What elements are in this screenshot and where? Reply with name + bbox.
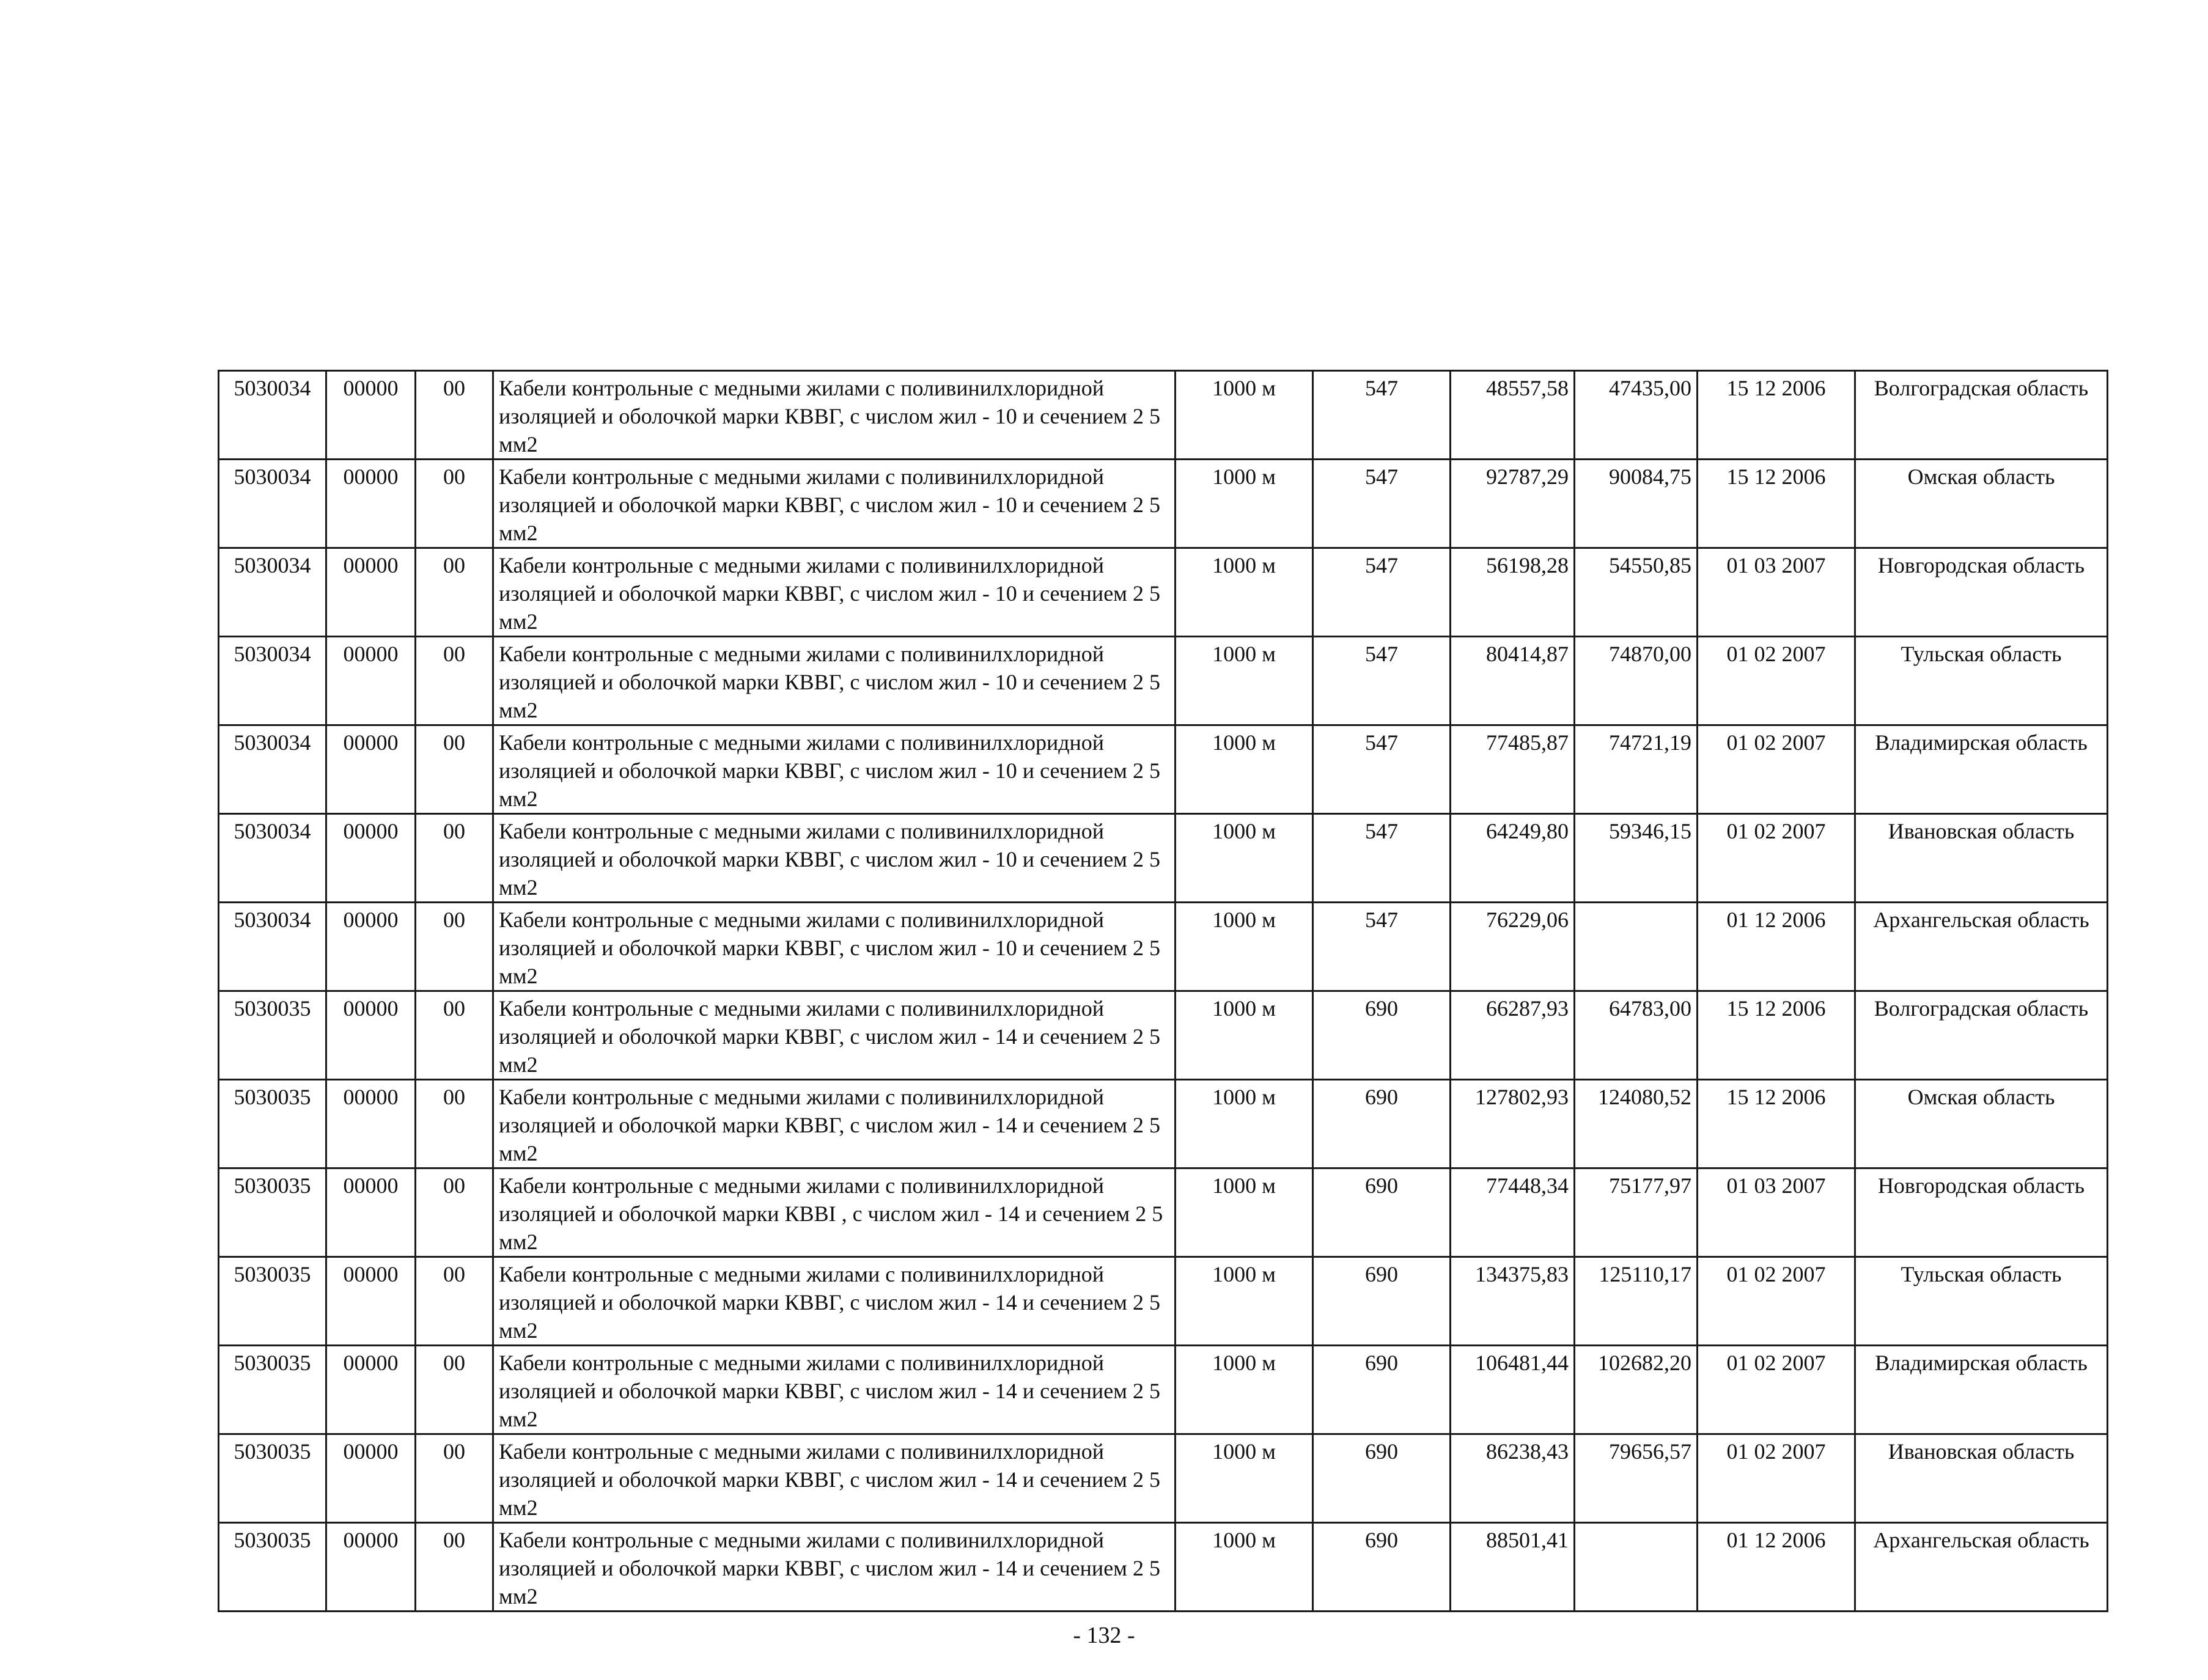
extension-code-cell: 00 xyxy=(416,903,493,991)
price-cell: 76229,06 xyxy=(1451,903,1575,991)
product-code-cell: 5030035 xyxy=(219,1523,326,1612)
table-row xyxy=(219,1346,2108,1434)
table-row xyxy=(219,903,2108,991)
price-cell: 88501,41 xyxy=(1451,1523,1575,1612)
date-cell: 15 12 2006 xyxy=(1698,991,1855,1080)
product-code-cell: 5030034 xyxy=(219,814,326,903)
extension-code-cell: 00 xyxy=(416,1168,493,1257)
product-code-cell: 5030035 xyxy=(219,1346,326,1434)
price-cell-secondary: 124080,52 xyxy=(1575,1080,1698,1168)
price-cell-secondary xyxy=(1575,1523,1698,1612)
product-code-cell: 5030034 xyxy=(219,548,326,637)
subcode-cell: 00000 xyxy=(326,1523,416,1612)
page-number: - 132 - xyxy=(1073,1623,1135,1648)
region-cell: Волгоградская область xyxy=(1855,371,2108,460)
extension-code-cell: 00 xyxy=(416,1346,493,1434)
extension-code-cell: 00 xyxy=(416,1257,493,1346)
unit-cell: 1000 м xyxy=(1176,371,1313,460)
product-code-cell: 5030034 xyxy=(219,460,326,548)
product-name-cell: Кабели контрольные с медными жилами с поливинилхлоридной изоляцией и оболочкой марки КВВГ, с числом жил - 10 и сечением 2 5 мм2 xyxy=(493,548,1176,637)
product-name-cell: Кабели контрольные с медными жилами с поливинилхлоридной изоляцией и оболочкой марки КВВГ, с числом жил - 10 и сечением 2 5 мм2 xyxy=(493,460,1176,548)
extension-code-cell: 00 xyxy=(416,371,493,460)
subcode-cell: 00000 xyxy=(326,1168,416,1257)
price-cell-secondary: 64783,00 xyxy=(1575,991,1698,1080)
price-cell-secondary: 75177,97 xyxy=(1575,1168,1698,1257)
unit-cell: 1000 м xyxy=(1176,991,1313,1080)
extension-code-cell: 00 xyxy=(416,460,493,548)
price-cell-secondary: 47435,00 xyxy=(1575,371,1698,460)
region-cell: Ивановская область xyxy=(1855,1434,2108,1523)
unit-cell: 1000 м xyxy=(1176,1523,1313,1612)
price-table xyxy=(218,370,2108,1612)
date-cell: 15 12 2006 xyxy=(1698,1080,1855,1168)
extension-code-cell: 00 xyxy=(416,814,493,903)
price-cell-secondary: 74721,19 xyxy=(1575,725,1698,814)
subcode-cell: 00000 xyxy=(326,1434,416,1523)
table-row xyxy=(219,548,2108,637)
unit-cell: 1000 м xyxy=(1176,637,1313,725)
date-cell: 01 02 2007 xyxy=(1698,1434,1855,1523)
price-cell-secondary: 79656,57 xyxy=(1575,1434,1698,1523)
price-cell-secondary xyxy=(1575,903,1698,991)
price-cell: 64249,80 xyxy=(1451,814,1575,903)
table-row xyxy=(219,991,2108,1080)
unit-code-cell: 547 xyxy=(1313,460,1451,548)
extension-code-cell: 00 xyxy=(416,725,493,814)
product-name-cell: Кабели контрольные с медными жилами с поливинилхлоридной изоляцией и оболочкой марки КВВГ, с числом жил - 14 и сечением 2 5 мм2 xyxy=(493,991,1176,1080)
product-name-cell: Кабели контрольные с медными жилами с поливинилхлоридной изоляцией и оболочкой марки КВВГ, с числом жил - 14 и сечением 2 5 мм2 xyxy=(493,1257,1176,1346)
product-name-cell: Кабели контрольные с медными жилами с поливинилхлоридной изоляцией и оболочкой марки КВВГ, с числом жил - 10 и сечением 2 5 мм2 xyxy=(493,814,1176,903)
price-cell: 66287,93 xyxy=(1451,991,1575,1080)
date-cell: 01 02 2007 xyxy=(1698,637,1855,725)
unit-cell: 1000 м xyxy=(1176,1434,1313,1523)
extension-code-cell: 00 xyxy=(416,991,493,1080)
extension-code-cell: 00 xyxy=(416,637,493,725)
table-row xyxy=(219,1257,2108,1346)
table-row xyxy=(219,1434,2108,1523)
unit-code-cell: 547 xyxy=(1313,814,1451,903)
unit-code-cell: 690 xyxy=(1313,1080,1451,1168)
subcode-cell: 00000 xyxy=(326,637,416,725)
price-cell-secondary: 102682,20 xyxy=(1575,1346,1698,1434)
region-cell: Архангельская область xyxy=(1855,903,2108,991)
product-code-cell: 5030034 xyxy=(219,903,326,991)
subcode-cell: 00000 xyxy=(326,1257,416,1346)
table-row xyxy=(219,1168,2108,1257)
price-cell: 86238,43 xyxy=(1451,1434,1575,1523)
extension-code-cell: 00 xyxy=(416,1434,493,1523)
product-name-cell: Кабели контрольные с медными жилами с поливинилхлоридной изоляцией и оболочкой марки КВВГ, с числом жил - 14 и сечением 2 5 мм2 xyxy=(493,1523,1176,1612)
region-cell: Владимирская область xyxy=(1855,1346,2108,1434)
unit-code-cell: 690 xyxy=(1313,991,1451,1080)
region-cell: Волгоградская область xyxy=(1855,991,2108,1080)
date-cell: 01 12 2006 xyxy=(1698,1523,1855,1612)
table-body xyxy=(219,371,2108,1612)
price-cell: 77485,87 xyxy=(1451,725,1575,814)
price-cell-secondary: 54550,85 xyxy=(1575,548,1698,637)
product-name-cell: Кабели контрольные с медными жилами с поливинилхлоридной изоляцией и оболочкой марки КВВГ, с числом жил - 14 и сечением 2 5 мм2 xyxy=(493,1080,1176,1168)
subcode-cell: 00000 xyxy=(326,903,416,991)
product-code-cell: 5030034 xyxy=(219,371,326,460)
subcode-cell: 00000 xyxy=(326,371,416,460)
table-row xyxy=(219,814,2108,903)
date-cell: 01 02 2007 xyxy=(1698,1257,1855,1346)
price-cell: 127802,93 xyxy=(1451,1080,1575,1168)
table-row xyxy=(219,371,2108,460)
unit-code-cell: 690 xyxy=(1313,1523,1451,1612)
region-cell: Владимирская область xyxy=(1855,725,2108,814)
price-cell-secondary: 90084,75 xyxy=(1575,460,1698,548)
product-code-cell: 5030035 xyxy=(219,1168,326,1257)
subcode-cell: 00000 xyxy=(326,460,416,548)
price-cell-secondary: 74870,00 xyxy=(1575,637,1698,725)
price-cell: 106481,44 xyxy=(1451,1346,1575,1434)
unit-cell: 1000 м xyxy=(1176,903,1313,991)
region-cell: Ивановская область xyxy=(1855,814,2108,903)
date-cell: 15 12 2006 xyxy=(1698,460,1855,548)
date-cell: 01 12 2006 xyxy=(1698,903,1855,991)
region-cell: Новгородская область xyxy=(1855,1168,2108,1257)
table-row xyxy=(219,637,2108,725)
subcode-cell: 00000 xyxy=(326,991,416,1080)
product-name-cell: Кабели контрольные с медными жилами с поливинилхлоридной изоляцией и оболочкой марки КВВГ, с числом жил - 10 и сечением 2 5 мм2 xyxy=(493,903,1176,991)
product-code-cell: 5030035 xyxy=(219,1080,326,1168)
price-cell: 48557,58 xyxy=(1451,371,1575,460)
table-row xyxy=(219,1523,2108,1612)
region-cell: Новгородская область xyxy=(1855,548,2108,637)
date-cell: 01 02 2007 xyxy=(1698,725,1855,814)
extension-code-cell: 00 xyxy=(416,1080,493,1168)
price-cell: 77448,34 xyxy=(1451,1168,1575,1257)
region-cell: Архангельская область xyxy=(1855,1523,2108,1612)
unit-cell: 1000 м xyxy=(1176,1257,1313,1346)
extension-code-cell: 00 xyxy=(416,1523,493,1612)
product-code-cell: 5030034 xyxy=(219,637,326,725)
product-name-cell: Кабели контрольные с медными жилами с поливинилхлоридной изоляцией и оболочкой марки КВВГ, с числом жил - 10 и сечением 2 5 мм2 xyxy=(493,725,1176,814)
unit-cell: 1000 м xyxy=(1176,1346,1313,1434)
product-name-cell: Кабели контрольные с медными жилами с поливинилхлоридной изоляцией и оболочкой марки КВВГ, с числом жил - 10 и сечением 2 5 мм2 xyxy=(493,637,1176,725)
date-cell: 01 03 2007 xyxy=(1698,548,1855,637)
price-cell: 134375,83 xyxy=(1451,1257,1575,1346)
unit-code-cell: 690 xyxy=(1313,1346,1451,1434)
subcode-cell: 00000 xyxy=(326,814,416,903)
region-cell: Омская область xyxy=(1855,1080,2108,1168)
price-cell-secondary: 125110,17 xyxy=(1575,1257,1698,1346)
unit-cell: 1000 м xyxy=(1176,460,1313,548)
price-cell: 56198,28 xyxy=(1451,548,1575,637)
unit-cell: 1000 м xyxy=(1176,814,1313,903)
product-code-cell: 5030035 xyxy=(219,1257,326,1346)
subcode-cell: 00000 xyxy=(326,725,416,814)
extension-code-cell: 00 xyxy=(416,548,493,637)
table-row xyxy=(219,1080,2108,1168)
product-code-cell: 5030035 xyxy=(219,1434,326,1523)
unit-cell: 1000 м xyxy=(1176,548,1313,637)
table-row xyxy=(219,725,2108,814)
product-code-cell: 5030035 xyxy=(219,991,326,1080)
unit-code-cell: 690 xyxy=(1313,1257,1451,1346)
product-name-cell: Кабели контрольные с медными жилами с поливинилхлоридной изоляцией и оболочкой марки КВВI , с числом жил - 14 и сечением 2 5 мм2 xyxy=(493,1168,1176,1257)
product-code-cell: 5030034 xyxy=(219,725,326,814)
subcode-cell: 00000 xyxy=(326,548,416,637)
product-name-cell: Кабели контрольные с медными жилами с поливинилхлоридной изоляцией и оболочкой марки КВВГ, с числом жил - 14 и сечением 2 5 мм2 xyxy=(493,1434,1176,1523)
unit-code-cell: 547 xyxy=(1313,637,1451,725)
table-row xyxy=(219,460,2108,548)
unit-code-cell: 547 xyxy=(1313,725,1451,814)
date-cell: 01 02 2007 xyxy=(1698,1346,1855,1434)
date-cell: 01 02 2007 xyxy=(1698,814,1855,903)
product-name-cell: Кабели контрольные с медными жилами с поливинилхлоридной изоляцией и оболочкой марки КВВГ, с числом жил - 10 и сечением 2 5 мм2 xyxy=(493,371,1176,460)
unit-cell: 1000 м xyxy=(1176,725,1313,814)
price-cell: 92787,29 xyxy=(1451,460,1575,548)
subcode-cell: 00000 xyxy=(326,1080,416,1168)
region-cell: Тульская область xyxy=(1855,637,2108,725)
product-name-cell: Кабели контрольные с медными жилами с поливинилхлоридной изоляцией и оболочкой марки КВВГ, с числом жил - 14 и сечением 2 5 мм2 xyxy=(493,1346,1176,1434)
subcode-cell: 00000 xyxy=(326,1346,416,1434)
date-cell: 15 12 2006 xyxy=(1698,371,1855,460)
unit-code-cell: 690 xyxy=(1313,1168,1451,1257)
unit-code-cell: 547 xyxy=(1313,903,1451,991)
region-cell: Тульская область xyxy=(1855,1257,2108,1346)
unit-code-cell: 547 xyxy=(1313,548,1451,637)
price-cell: 80414,87 xyxy=(1451,637,1575,725)
price-cell-secondary: 59346,15 xyxy=(1575,814,1698,903)
unit-code-cell: 690 xyxy=(1313,1434,1451,1523)
date-cell: 01 03 2007 xyxy=(1698,1168,1855,1257)
unit-cell: 1000 м xyxy=(1176,1080,1313,1168)
unit-cell: 1000 м xyxy=(1176,1168,1313,1257)
unit-code-cell: 547 xyxy=(1313,371,1451,460)
region-cell: Омская область xyxy=(1855,460,2108,548)
